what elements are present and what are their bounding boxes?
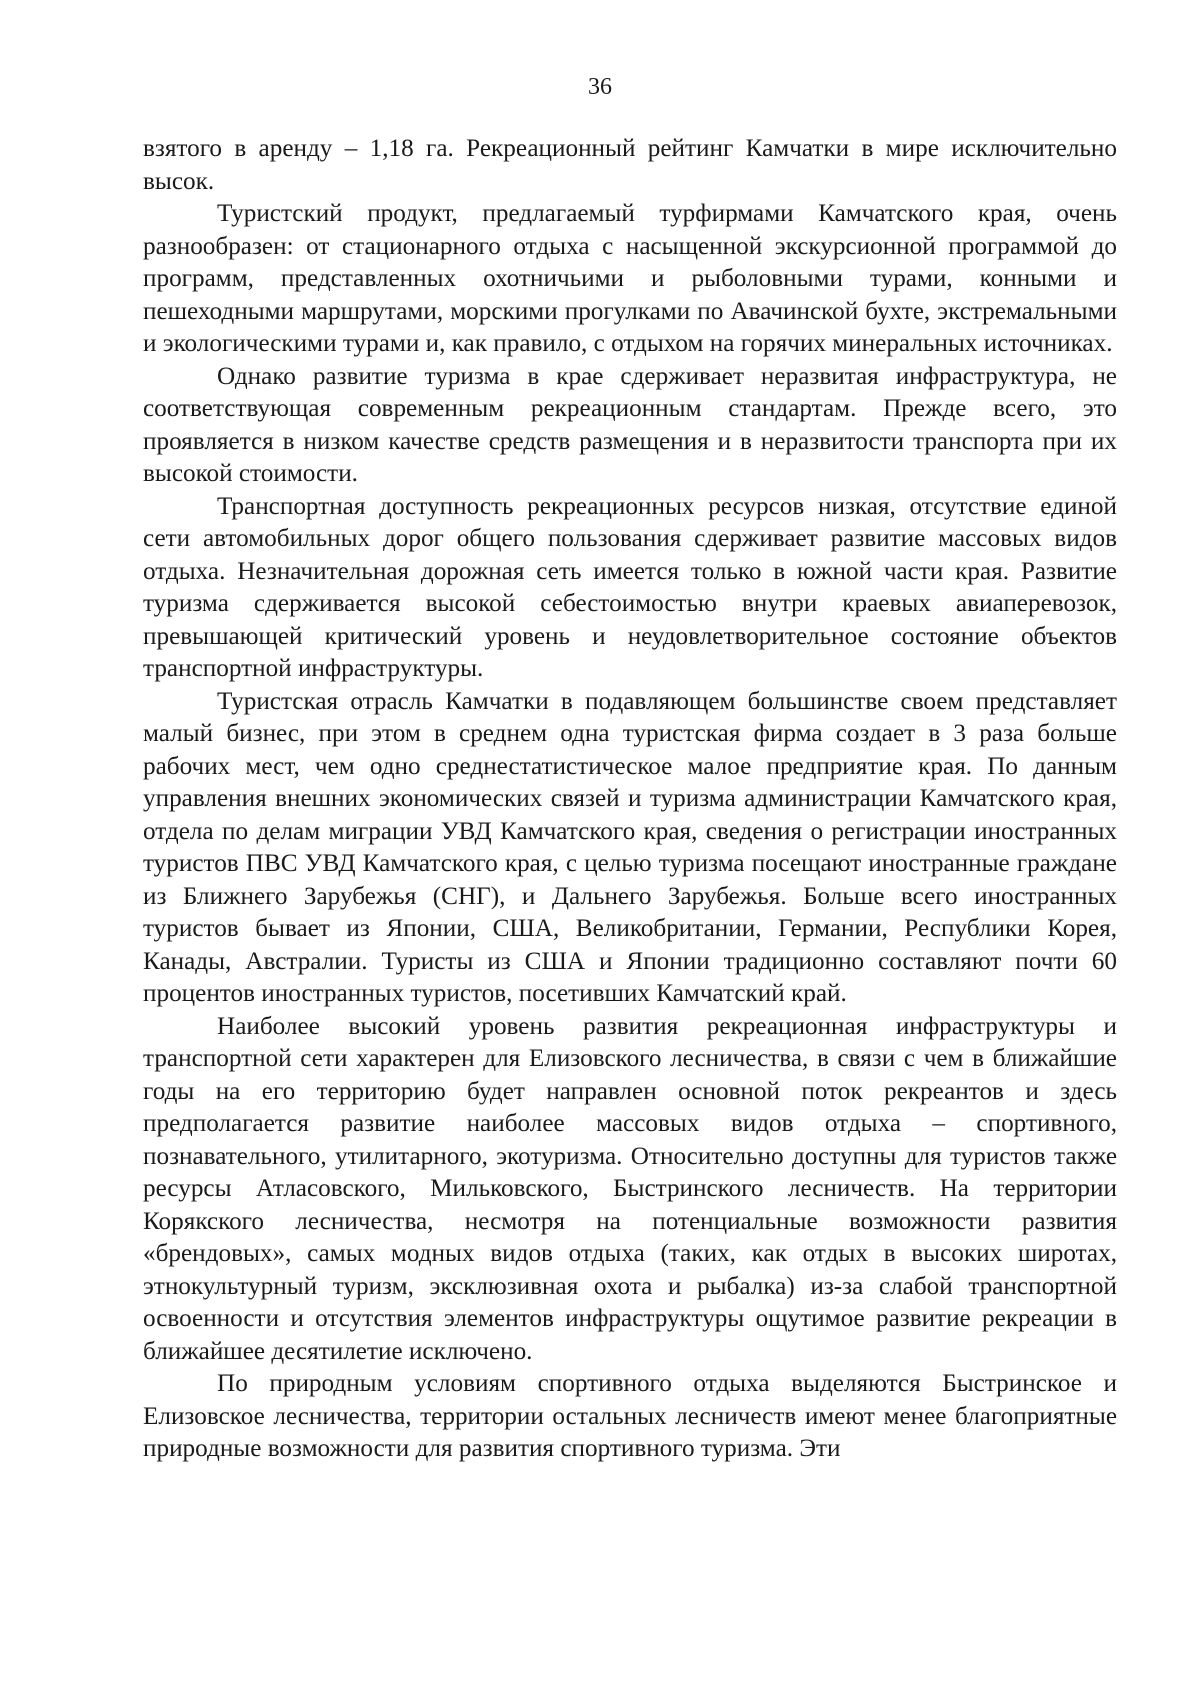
paragraph-tourist-product: Туристский продукт, предлагаемый турфирмами Камчатского края, очень разнообразен: от стационарного отдыха с насыщенной экскурсионной программой до программ, представленных охотничьими и рыболовными турами, конными и пешеходными маршрутами, морскими прогулками по Авачинской бухте, экстремальными и экологическими турами и, как правило, с отдыхом на горячих минеральных источниках. [143,200,1117,357]
paragraph-continuation: взятого в аренду – 1,18 га. Рекреационный рейтинг Камчатки в мире исключительно высок. [143,135,1117,195]
document-body [143,133,1117,1466]
page-number: 36 [588,74,612,100]
paragraph-transport-accessibility: Транспортная доступность рекреационных ресурсов низкая, отсутствие единой сети автомобильных дорог общего пользования сдерживает развитие массовых видов отдыха. Незначительная дорожная сеть имеется только в южной части края. Развитие туризма сдерживается высокой себестоимостью внутри краевых авиаперевозок, превышающей критический уровень и неудовлетворительное состояние объектов транспортной инфраструктуры. [143,492,1117,682]
paragraph-infrastructure: Однако развитие туризма в крае сдерживает неразвитая инфраструктура, не соответствующая современным рекреационным стандартам. Прежде всего, это проявляется в низком качестве средств размещения и в неразвитости транспорта при их высокой стоимости. [143,362,1117,487]
paragraph-sport-tourism: По природным условиям спортивного отдыха выделяются Быстринское и Елизовское лесничества, территории остальных лесничеств имеют менее благоприятные природные возможности для развития спортивного туризма. Эти [143,1370,1117,1462]
paragraph-tourism-industry: Туристская отрасль Камчатки в подавляющем большинстве своем представляет малый бизнес, при этом в среднем одна туристская фирма создает в 3 раза больше рабочих мест, чем одно среднестатистическое малое предприятие края. По данным управления внешних экономических связей и туризма администрации Камчатского края, отдела по делам миграции УВД Камчатского края, сведения о регистрации иностранных туристов ПВС УВД Камчатского края, с целью туризма посещают иностранные граждане из Ближнего Зарубежья (СНГ), и Дальнего Зарубежья. Больше всего иностранных туристов бывает из Японии, США, Великобритании, Германии, Республики Корея, Канады, Австралии. Туристы из США и Японии традиционно составляют почти 60 процентов иностранных туристов, посетивших Камчатский край. [143,687,1117,1007]
paragraph-forestry-development: Наиболее высокий уровень развития рекреационная инфраструктуры и транспортной сети характерен для Елизовского лесничества, в связи с чем в ближайшие годы на его территорию будет направлен основной поток рекреантов и здесь предполагается развитие наиболее массовых видов отдыха – спортивного, познавательного, утилитарного, экотуризма. Относительно доступны для туристов также ресурсы Атласовского, Мильковского, Быстринского лесничеств. На территории Корякского лесничества, несмотря на потенциальные возможности развития «брендовых», самых модных видов отдыха (таких, как отдых в высоких широтах, этнокультурный туризм, эксклюзивная охота и рыбалка) из-за слабой транспортной освоенности и отсутствия элементов инфраструктуры ощутимое развитие рекреации в ближайшее десятилетие исключено. [143,1012,1117,1365]
